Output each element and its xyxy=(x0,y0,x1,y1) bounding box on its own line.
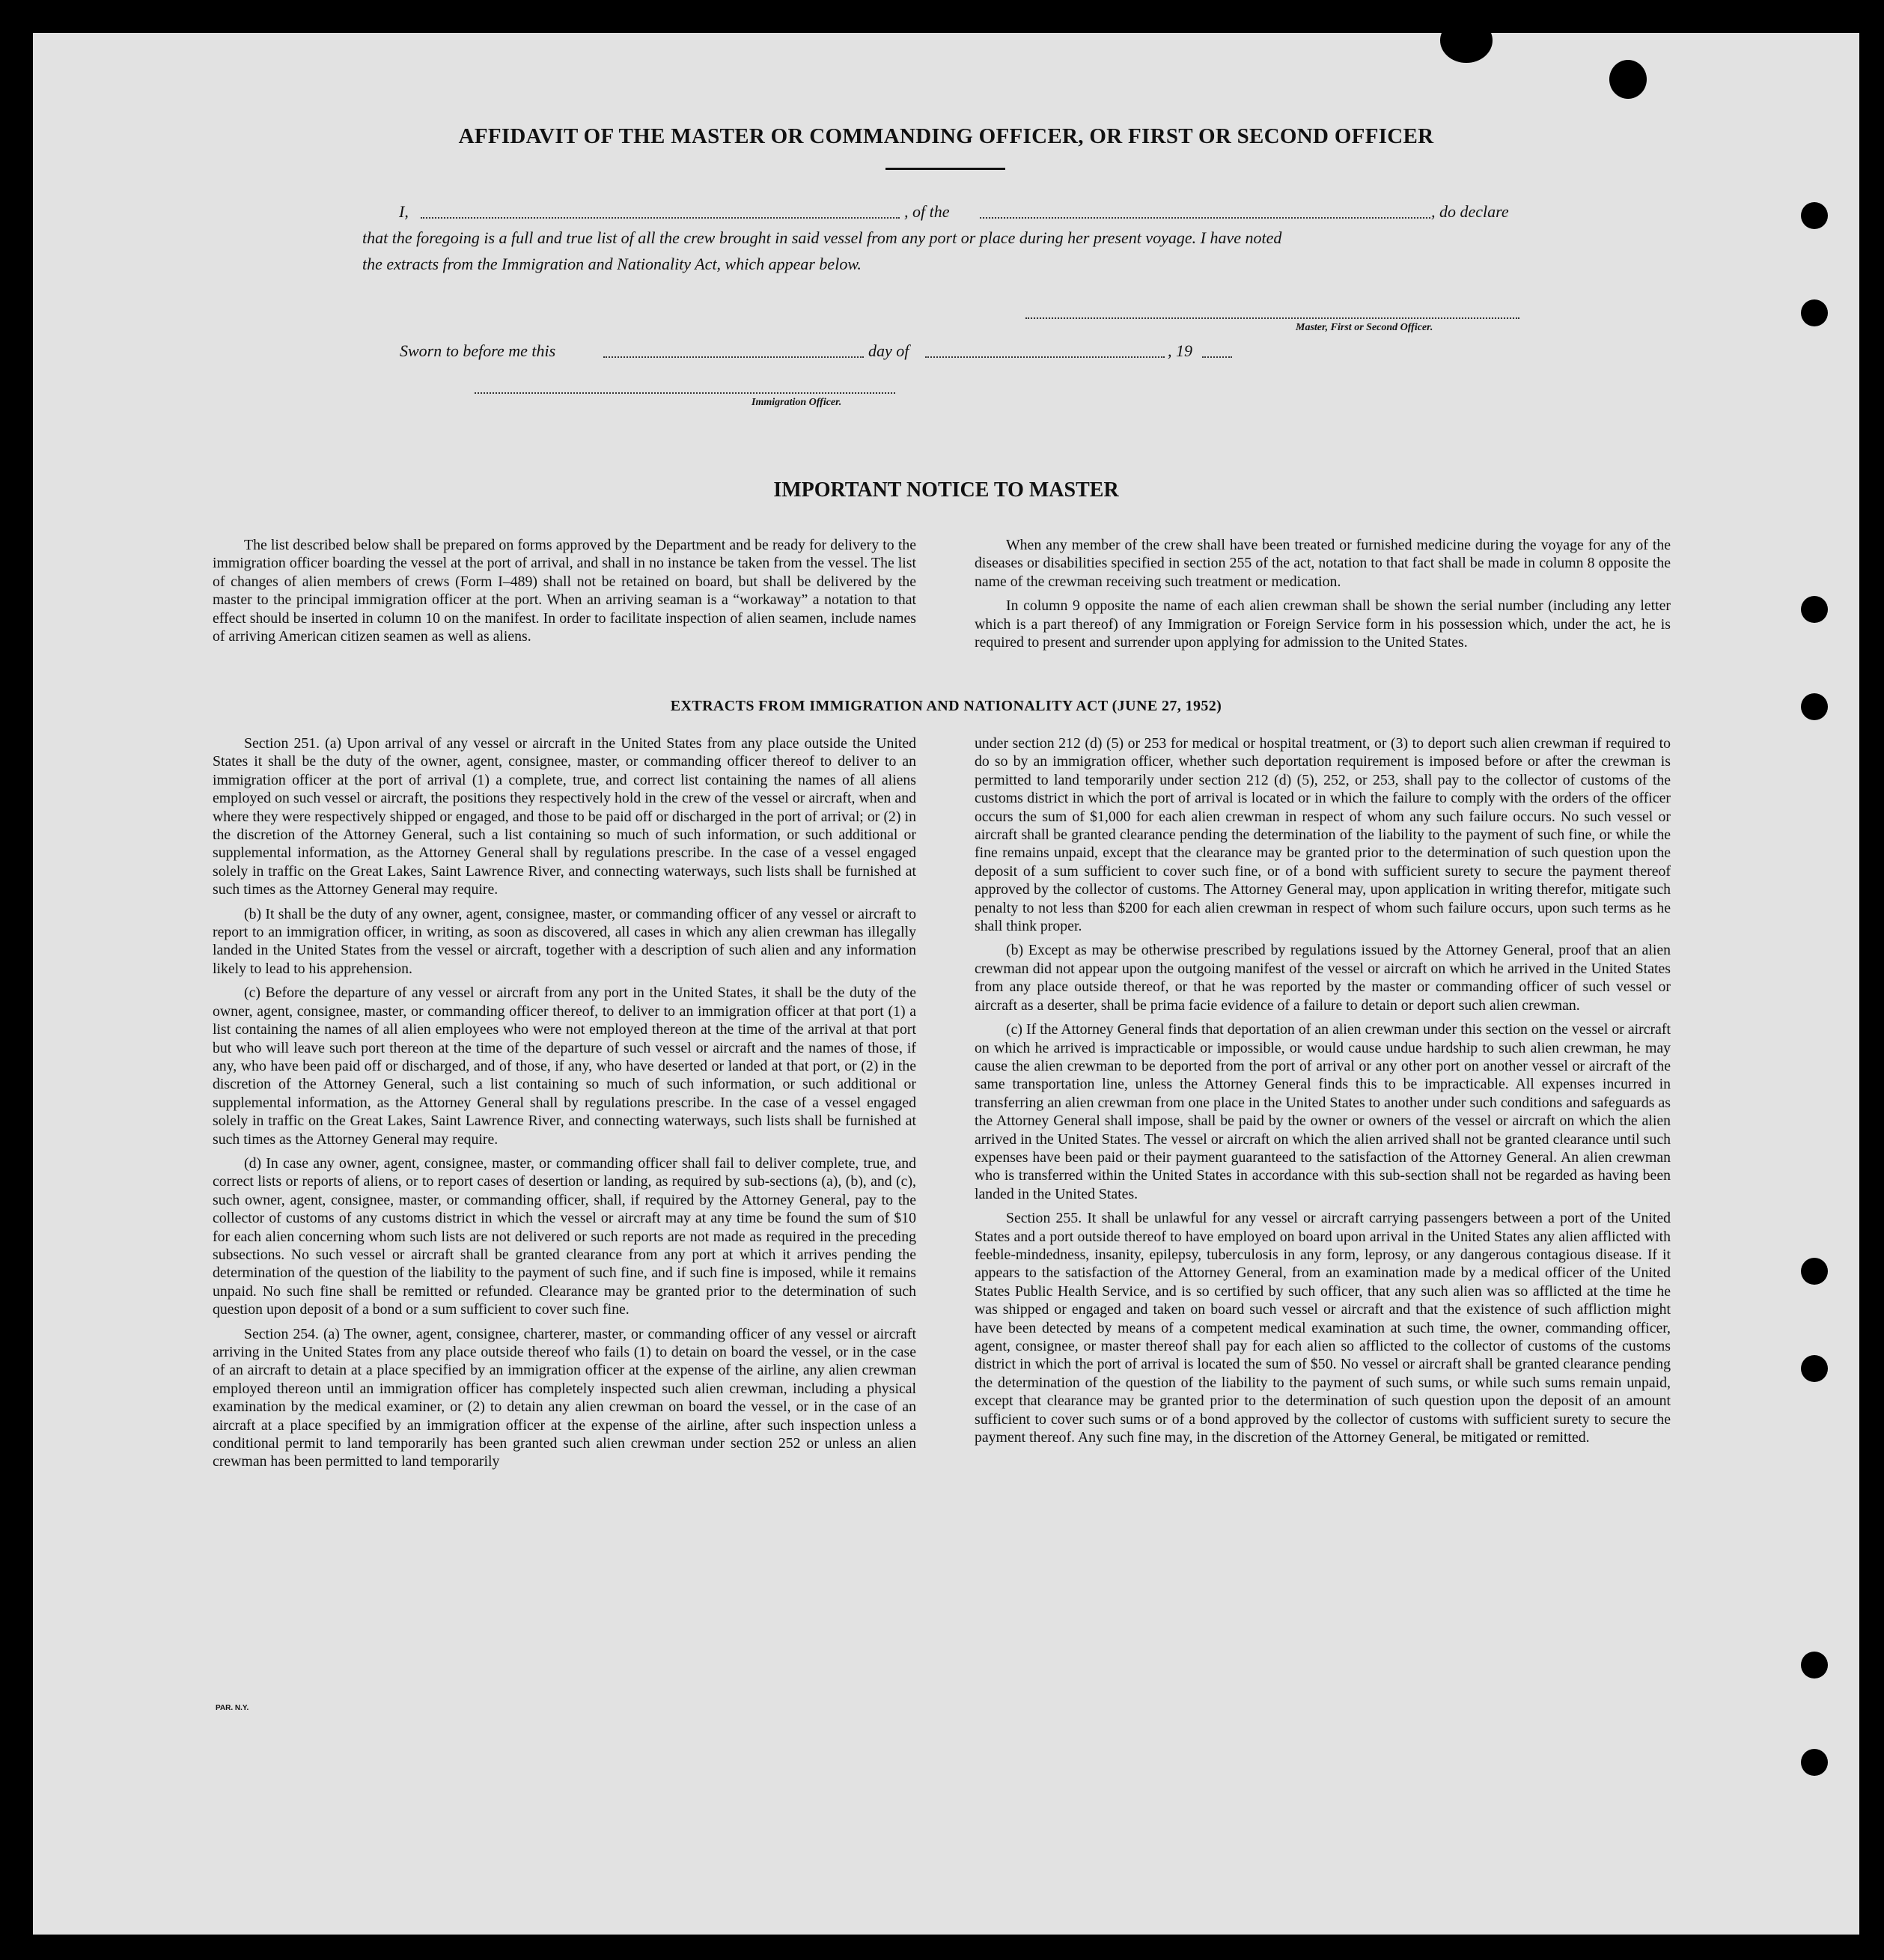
name-field[interactable] xyxy=(421,217,900,219)
vessel-field[interactable] xyxy=(980,217,1430,219)
section-251b: (b) It shall be the duty of any owner, agent, consignee, master, or commanding officer of any vessel or aircraft to report to an immigration officer, in writing, as soon as discovered, all cases in which any alien crewman has illegally landed in the United States from the vessel or aircraft, together with a description of such alien and any information likely to lead to his apprehension. xyxy=(213,905,916,977)
ink-blot-right xyxy=(1609,60,1647,99)
sworn-year-field[interactable] xyxy=(1202,356,1232,358)
year-label: , 19 xyxy=(1168,341,1192,360)
officer-signature-caption: Immigration Officer. xyxy=(752,397,842,408)
binder-hole xyxy=(1801,1749,1828,1776)
notice-paragraph: When any member of the crew shall have been treated or furnished medicine during the voyage for any of the diseases or disabilities specified in section 255 of the act, notation to that fact shall be made in column 8 opposite the name of the crewman receiving such treatment or medication. xyxy=(975,537,1671,590)
extracts-left-column xyxy=(213,734,916,1471)
binder-hole xyxy=(1801,299,1828,326)
extracts-title: EXTRACTS FROM IMMIGRATION AND NATIONALITY ACT (JUNE 27, 1952) xyxy=(670,698,1222,714)
affidavit-line-2: that the foregoing is a full and true list of all the crew brought in said vessel from any port or place during her present voyage. I have noted xyxy=(362,228,1282,247)
extracts-right-column xyxy=(975,734,1671,1446)
affidavit-i-label: I, xyxy=(399,202,409,221)
binder-hole xyxy=(1801,202,1828,229)
officer-signature-field[interactable] xyxy=(475,392,895,394)
binder-hole xyxy=(1801,1355,1828,1382)
binder-hole xyxy=(1801,596,1828,623)
section-251c: (c) Before the departure of any vessel or aircraft from any port in the United States, it shall be the duty of the owner, agent, consignee, master, or commanding officer thereof, to deliver to an immigration officer at that port (1) a list containing the names of all alien employees who were not employed thereon at the time of the arrival at that port but who will leave such port thereon at the time of the departure of such vessel or aircraft and the names of those, if any, who have been paid off or discharged, and of those, if any, who have deserted or landed at that port, or (2) in the discretion of the Attorney General, such a list containing so much of such information, or such additional or supplemental information, as the Attorney General shall by regulations prescribe. In the case of a vessel engaged solely in traffic on the Great Lakes, Saint Lawrence River, and connecting waterways, such lists shall be furnished at such times as the Attorney General may require. xyxy=(213,984,916,1148)
affidavit-title: AFFIDAVIT OF THE MASTER OR COMMANDING OFFICER, OR FIRST OR SECOND OFFICER xyxy=(458,124,1434,148)
notice-paragraph: In column 9 opposite the name of each alien crewman shall be shown the serial number (including any letter which is a part thereof) of any Immigration or Foreign Service form in his possession which, under the act, he is required to present and surrender upon applying for admission to the United States. xyxy=(975,597,1671,651)
title-rule xyxy=(885,168,1005,170)
binder-hole xyxy=(1801,1258,1828,1285)
of-the-label: , of the xyxy=(904,202,950,221)
notice-paragraph: The list described below shall be prepared on forms approved by the Department and be ready for delivery to the immigration officer boarding the vessel at the port of arrival, and shall in no instance be taken from the vessel. The list of changes of alien members of crews (Form I–489) shall not be retained on board, but shall be delivered by the master to the principal immigration officer at the port. When an arriving seaman is a “workaway” a notation to that effect should be inserted in column 10 on the manifest. In order to facilitate inspection of alien seamen, include names of arriving American citizen seamen as well as aliens. xyxy=(213,537,916,645)
master-signature-field[interactable] xyxy=(1025,317,1519,319)
notice-right-column xyxy=(975,536,1671,651)
section-254a-continued: under section 212 (d) (5) or 253 for medical or hospital treatment, or (3) to deport such alien crewman if required to do so by an immigration officer, whether such deportation requirement is imposed before or after the crewman is permitted to land temporarily under section 212 (d) (5), 252, or 253, shall pay to the collector of customs of the customs district in which the port of arrival is located or in which the failure to comply with the orders of the officer occurs the sum of $1,000 for each alien crewman in respect of whom any such failure occurs. No such vessel or aircraft shall be granted clearance pending the determination of the liability to the payment of such fine, or while the fine remains unpaid, except that the clearance may be granted prior to the determination of such question upon the deposit of a sum sufficient to cover such fine, or of a bond with sufficient surety to secure the payment thereof approved by the collector of customs. The Attorney General may, upon application in writing therefor, mitigate such penalty to not less than $200 for each alien crewman in respect of whom such failure occurs, upon such terms as he shall think proper. xyxy=(975,735,1671,935)
sworn-label: Sworn to before me this xyxy=(400,341,556,360)
section-254a: Section 254. (a) The owner, agent, consignee, charterer, master, or commanding officer of any vessel or aircraft arriving in the United States from any place outside thereof who fails (1) to detain on board the vessel, or in the case of an aircraft to detain at a place specified by an immigration officer at the expense of the airline, any alien crewman employed thereon until an immigration officer has completely inspected such alien crewman, including a physical examination by the medical examiner, or (2) to detain any alien crewman on board the vessel, or in the case of an aircraft at a place specified by an immigration officer at the expense of the airline, after such inspection unless a conditional permit to land temporarily has been granted such alien crewman under section 252 or unless an alien crewman has been permitted to land temporarily xyxy=(213,1325,916,1470)
section-254b: (b) Except as may be otherwise prescribed by regulations issued by the Attorney General, proof that an alien crewman did not appear upon the outgoing manifest of the vessel or aircraft on which he arrived in the United States from any place outside thereof, or that he was reported by the master or commanding officer of such vessel or aircraft as a deserter, shall be prima facie evidence of a failure to detain or deport such alien crewman. xyxy=(975,942,1671,1014)
do-declare-label: , do declare xyxy=(1431,202,1509,221)
day-of-label: day of xyxy=(868,341,909,360)
ink-blot-top xyxy=(1440,33,1493,63)
section-251a: Section 251. (a) Upon arrival of any vessel or aircraft in the United States from any place outside the United States it shall be the duty of the owner, agent, consignee, master, or commanding officer thereof to deliver to an immigration officer at the port of arrival (1) a complete, true, and correct list containing the names of all aliens employed on such vessel or aircraft, the positions they respectively hold in the crew of the vessel or aircraft, when and where they were respectively shipped or engaged, and those to be paid off or discharged in the port of arrival; or (2) in the discretion of the Attorney General, such a list containing so much of such information, or such additional or supplemental information, as the Attorney General shall by regulations prescribe. In the case of a vessel engaged solely in traffic on the Great Lakes, Saint Lawrence River, and connecting waterways, such lists shall be furnished at such times as the Attorney General may require. xyxy=(213,735,916,898)
section-254c: (c) If the Attorney General finds that deportation of an alien crewman under this section on the vessel or aircraft on which he arrived is impracticable or impossible, or would cause undue hardship to such alien crewman, he may cause the alien crewman to be deported from the port of arrival or any other port on another vessel or aircraft of the same transportation line, unless the Attorney General finds this to be impracticable. All expenses incurred in transferring an alien crewman from one place in the United States to another under such conditions and safeguards as the Attorney General shall impose, shall be paid by the owner or owners of the vessel or aircraft on which the alien arrived in the United States. The vessel or aircraft on which the alien arrived shall not be granted clearance until such expenses have been paid or their payment guaranteed to the satisfaction of the Attorney General. An alien crewman who is transferred within the United States in accordance with this sub-section shall not be regarded as having been landed in the United States. xyxy=(975,1021,1671,1202)
document-page xyxy=(33,33,1859,1935)
sworn-month-field[interactable] xyxy=(925,356,1165,358)
master-signature-caption: Master, First or Second Officer. xyxy=(1296,322,1433,333)
affidavit-line-3: the extracts from the Immigration and Nationality Act, which appear below. xyxy=(362,255,862,273)
notice-left-column xyxy=(213,536,916,645)
binder-hole xyxy=(1801,1652,1828,1679)
notice-title: IMPORTANT NOTICE TO MASTER xyxy=(773,478,1119,502)
sworn-day-field[interactable] xyxy=(603,356,864,358)
section-251d: (d) In case any owner, agent, consignee, master, or commanding officer shall fail to deliver complete, true, and correct lists or reports of aliens, or to report cases of desertion or landing, as required by sub-sections (a), (b), and (c), such owner, agent, consignee, master, or commanding officer, shall, if required by the Attorney General, pay to the collector of customs of any customs district in which the vessel or aircraft may at any time be found the sum of $10 for each alien concerning whom such lists are not delivered or such reports are not made as required in the preceding subsections. No such vessel or aircraft shall be granted clearance from any port at which it arrives pending the determination of the question of the liability to the payment of such fine, and if such fine is imposed, while it remains unpaid. No such fine shall be remitted or refunded. Clearance may be granted prior to the determination of such question upon deposit of a bond or a sum sufficient to cover such fine. xyxy=(213,1154,916,1318)
printer-mark: PAR. N.Y. xyxy=(216,1704,249,1712)
section-255: Section 255. It shall be unlawful for any vessel or aircraft carrying passengers between a port of the United States and a port outside thereof to have employed on board upon arrival in the United States any alien afflicted with feeble-mindedness, insanity, epilepsy, tuberculosis in any form, leprosy, or any dangerous contagious disease. If it appears to the satisfaction of the Attorney General, from an examination made by a medical officer of the United States Public Health Service, and is so certified by such officer, that any such alien was so afflicted at the time he was shipped or engaged and taken on board such vessel or aircraft and that the existence of such affliction might have been detected by means of a competent medical examination at such time, the owner, commanding officer, agent, consignee, or master thereof shall pay for each alien so afflicted to the collector of customs of the customs district in which the port of arrival is located the sum of $50. No vessel or aircraft shall be granted clearance pending the determination of the question of the liability to the payment of such sums, or while such sums remain unpaid, except that clearance may be granted prior to the determination of such question upon the deposit of an amount sufficient to cover such sums or of a bond approved by the collector of customs with sufficient surety to secure the payment thereof. Any such fine may, in the discretion of the Attorney General, be mitigated or remitted. xyxy=(975,1210,1671,1446)
